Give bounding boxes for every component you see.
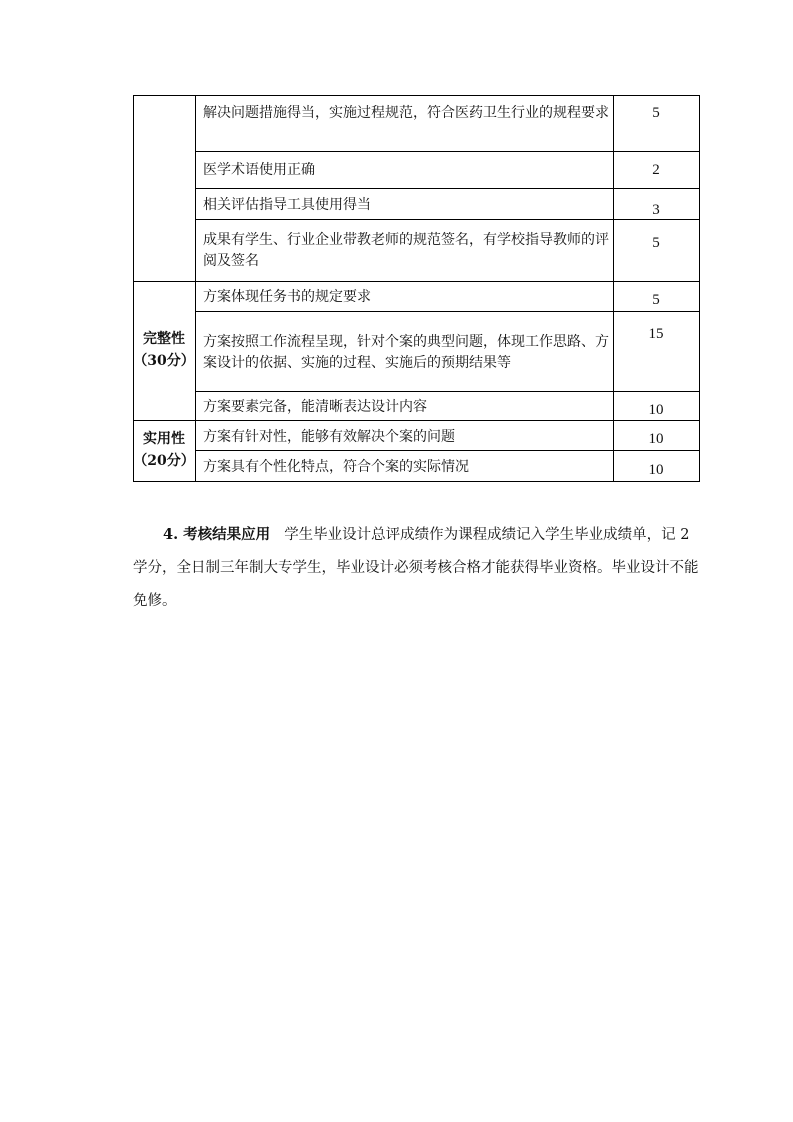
score-cell: 10 xyxy=(648,402,664,418)
result-application-paragraph xyxy=(133,518,700,618)
table-rule xyxy=(195,311,700,312)
criterion-cell: 解决问题措施得当，实施过程规范，符合医药卫生行业的规程要求 xyxy=(203,105,609,121)
score-cell: 5 xyxy=(652,292,660,308)
category-name: 实用性 xyxy=(143,431,185,447)
category-name: 完整性 xyxy=(143,331,185,347)
criterion-cell: 成果有学生、行业企业带教老师的规范签名，有学校指导教师的评阅及签名 xyxy=(203,232,609,269)
table-rule xyxy=(195,95,196,482)
section-heading: 4. 考核结果应用 xyxy=(163,526,271,543)
criterion-cell: 方案按照工作流程呈现，针对个案的典型问题，体现工作思路、方案设计的依据、实施的过程、实施后的预期结果等 xyxy=(203,334,609,371)
score-cell: 5 xyxy=(652,105,660,121)
category-practicality xyxy=(133,428,195,472)
category-completeness xyxy=(133,328,195,372)
table-rule xyxy=(699,95,700,482)
table-rule xyxy=(133,481,700,482)
criterion-cell: 方案要素完备，能清晰表达设计内容 xyxy=(203,399,427,415)
category-points: （30分） xyxy=(133,353,195,369)
criterion-cell: 医学术语使用正确 xyxy=(203,162,315,178)
score-cell: 2 xyxy=(652,162,660,178)
table-rule xyxy=(195,450,700,451)
table-rule xyxy=(133,95,134,482)
score-cell: 10 xyxy=(648,431,664,447)
criterion-cell: 方案有针对性，能够有效解决个案的问题 xyxy=(203,429,455,445)
score-cell: 15 xyxy=(648,326,664,342)
score-cell: 3 xyxy=(652,202,660,218)
criterion-cell: 方案具有个性化特点，符合个案的实际情况 xyxy=(203,459,469,475)
scoring-table xyxy=(133,95,700,482)
table-rule xyxy=(195,151,700,152)
criterion-cell: 相关评估指导工具使用得当 xyxy=(203,197,371,213)
table-rule xyxy=(195,188,700,189)
table-rule xyxy=(613,95,614,482)
table-rule xyxy=(133,95,700,96)
score-cell: 10 xyxy=(648,462,664,478)
score-cell: 5 xyxy=(652,235,660,251)
criterion-cell: 方案体现任务书的规定要求 xyxy=(203,289,371,305)
table-rule xyxy=(195,391,700,392)
paragraph-body: 学生毕业设计总评成绩作为课程成绩记入学生毕业成绩单，记 2 学分，全日制三年制大专学生，毕业设计必须考核合格才能获得毕业资格。毕业设计不能免修。 xyxy=(133,527,699,609)
category-points: （20分） xyxy=(133,453,195,469)
table-rule xyxy=(133,281,700,282)
